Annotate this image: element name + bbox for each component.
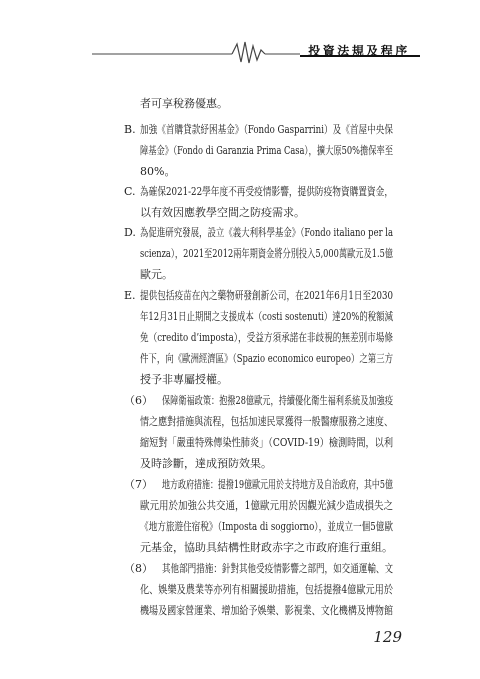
item-marker: （6） bbox=[124, 394, 153, 407]
paragraph-line: 保障衛福政策：抱撥28億歐元，持續優化衛生福利系統及加強疫 bbox=[162, 394, 394, 407]
paragraph-line: 加強《首購貸款紓困基金》（Fondo Gasparrini）及《首屋中央保 bbox=[140, 123, 394, 136]
paragraph-line: 為確保2021-22學年度不再受疫情影響，提供防疫物資購置資金， bbox=[140, 185, 394, 198]
page-header bbox=[0, 36, 480, 66]
paragraph-line: 以有效因應教學空間之防疫需求。 bbox=[140, 206, 305, 219]
paragraph-line: 者可享稅務優惠。 bbox=[140, 97, 228, 110]
paragraph-line: 障基金》（Fondo di Garanzia Prima Casa），擴大原50%擔保率至 bbox=[140, 144, 394, 157]
header-title: 投資法規及程序 bbox=[308, 44, 410, 58]
paragraph-line: 其他部門措施：針對其他受疫情影響之部門，如交通運輸、文 bbox=[162, 562, 394, 575]
item-marker: C. bbox=[124, 185, 136, 198]
paragraph-line: 歐元。 bbox=[140, 268, 173, 281]
paragraph-line: 免（credito d’imposta），受益方須承諾在非歧視的無差別市場條 bbox=[140, 331, 393, 344]
item-marker: （7） bbox=[124, 478, 153, 491]
item-marker: B. bbox=[124, 123, 136, 136]
paragraph-line: 縮短對「嚴重特殊傳染性肺炎」（COVID-19）檢測時間，以利 bbox=[140, 436, 393, 449]
paragraph-line: 80%。 bbox=[140, 165, 176, 178]
item-marker: E. bbox=[124, 289, 136, 302]
paragraph-line: 及時診斷，達成預防效果。 bbox=[140, 457, 272, 470]
item-marker: （8） bbox=[124, 562, 153, 575]
paragraph-line: 元基金，協助具結構性財政赤字之市政府進行重組。 bbox=[140, 541, 393, 554]
paragraph-line: 為促進研究發展，設立《義大利科學基金》（Fondo italiano per la bbox=[140, 226, 394, 239]
paragraph-line: 件下，向《歐洲經濟區》（Spazio economico europeo）之第三方 bbox=[140, 352, 394, 365]
paragraph-line: 年12月31日止期間之支援成本（costi sostenuti）達20%的稅額減 bbox=[140, 310, 393, 323]
page-number: 129 bbox=[373, 628, 402, 646]
paragraph-line: 化、娛樂及農業等亦列有相關援助措施，包括提撥4億歐元用於 bbox=[140, 583, 393, 596]
paragraph-line: 情之應對措施與流程，包括加速民眾獲得一般醫療服務之速度、 bbox=[140, 415, 393, 428]
paragraph-line: scienza），2021至2012兩年期資金將分別投入5,000萬歐元及1.5億 bbox=[140, 247, 394, 260]
paragraph-line: 提供包括疫苗在內之藥物研發創新公司，在2021年6月1日至2030 bbox=[140, 289, 393, 302]
item-marker: D. bbox=[124, 226, 136, 239]
paragraph-line: 授予非專屬授權。 bbox=[140, 373, 228, 386]
paragraph-line: 機場及國家營運業、增加給予娛樂、影視業、文化機構及博物館 bbox=[140, 604, 393, 617]
paragraph-line: 《地方旅遊住宿稅》（Imposta di soggiorno），並成立一個5億歐 bbox=[140, 520, 394, 533]
paragraph-line: 地方政府措施：提撥19億歐元用於支持地方及自治政府，其中5億 bbox=[162, 478, 393, 491]
paragraph-line: 歐元用於加強公共交通，1億歐元用於因觀光減少造成損失之 bbox=[140, 499, 394, 512]
